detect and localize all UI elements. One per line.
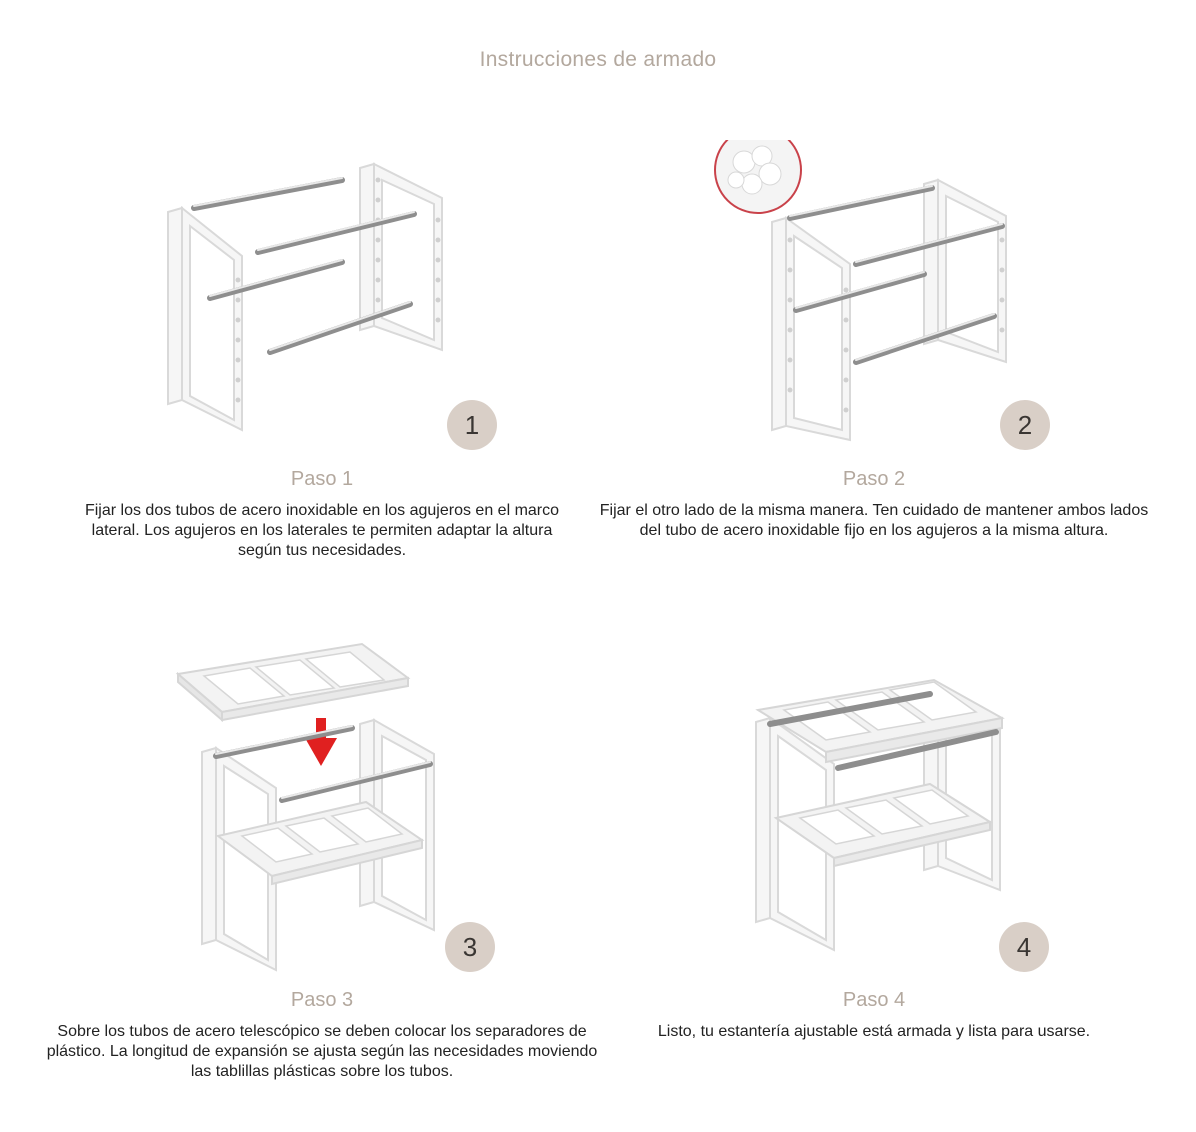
step-description: Fijar el otro lado de la misma manera. Ten cuidado de mantener ambos lados del tubo de acero inoxidable fijo en los agujeros a la misma altura. <box>599 502 1149 539</box>
rack-frame-with-tubes-icon <box>42 140 602 480</box>
step-title: Paso 3 <box>290 989 354 1011</box>
step-title: Paso 4 <box>842 989 906 1011</box>
step-title: Paso 2 <box>842 468 906 490</box>
step-number-badge: 1 <box>447 400 497 450</box>
step-number-badge: 4 <box>999 922 1049 972</box>
rack-frame-assembled-icon <box>594 140 1154 480</box>
step-number-badge: 2 <box>1000 400 1050 450</box>
step-description: Fijar los dos tubos de acero inoxidable en los agujeros en el marco lateral. Los agujeros en los laterales te permiten adaptar la altura según tus necesidades. <box>84 502 560 559</box>
rack-complete-icon <box>594 640 1154 980</box>
page-title: Instrucciones de armado <box>479 48 717 71</box>
rack-shelf-insert-icon <box>42 640 602 980</box>
step-number-badge: 3 <box>445 922 495 972</box>
step-description: Listo, tu estantería ajustable está armada y lista para usarse. <box>657 1023 1091 1040</box>
step-title: Paso 1 <box>290 468 354 490</box>
step-description: Sobre los tubos de acero telescópico se deben colocar los separadores de plástico. La longitud de expansión se ajusta según las necesidades moviendo las tablillas plásticas sobre los tubos. <box>46 1023 598 1080</box>
